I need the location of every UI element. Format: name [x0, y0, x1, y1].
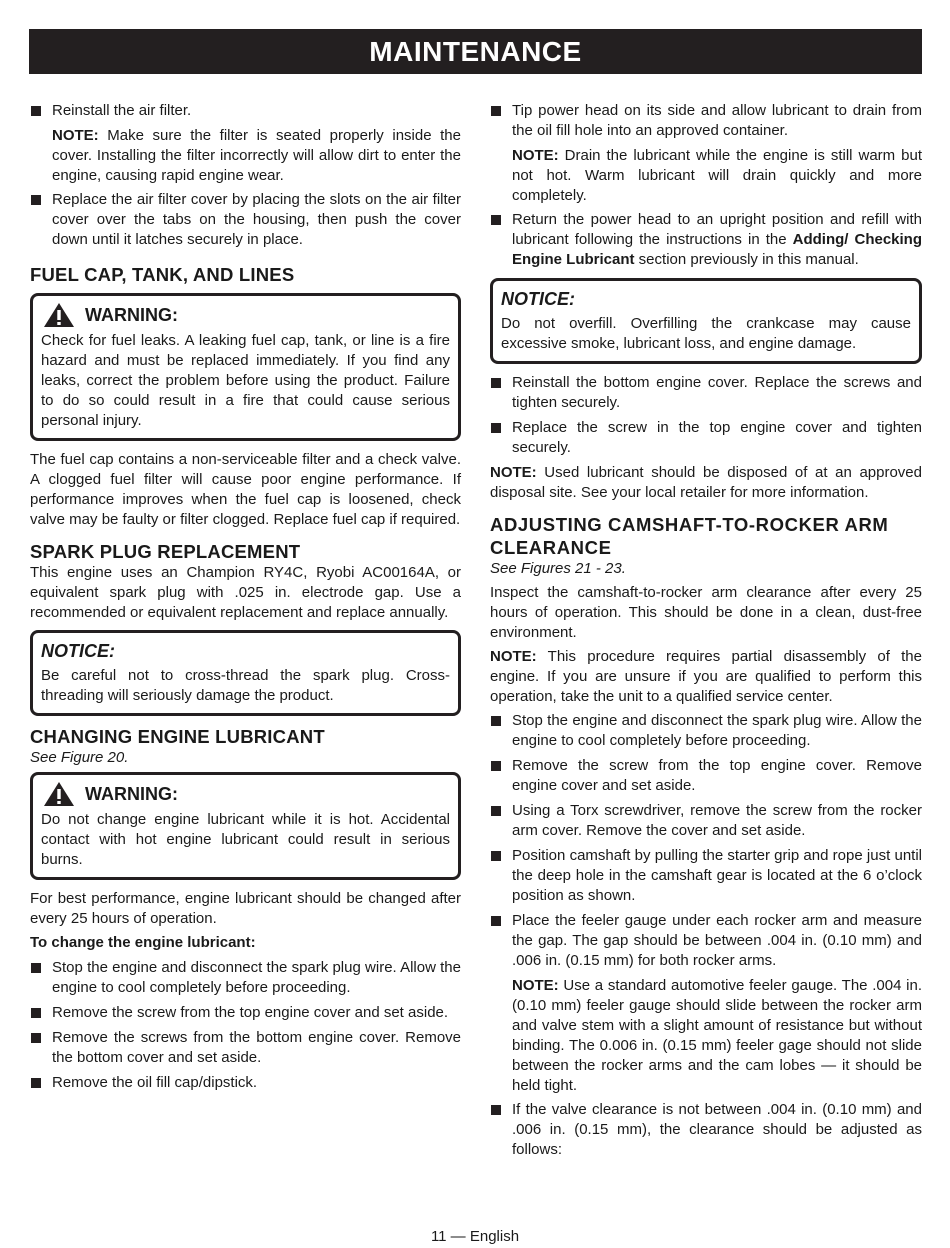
warning-text: Do not change engine lubricant while it is hot. Accidental contact with hot engine lubricant could result in serious burns.	[41, 811, 450, 868]
list-item	[490, 210, 922, 270]
left-column	[30, 101, 461, 1098]
warning-triangle-icon	[43, 302, 75, 328]
notice-box	[490, 278, 922, 364]
warning-title	[41, 302, 450, 328]
list-item: Remove the screw from the top engine cover. Remove engine cover and set aside.	[490, 756, 922, 796]
list-item: Remove the oil fill cap/dipstick.	[30, 1073, 461, 1093]
figure-reference: See Figures 21 - 23.	[490, 560, 626, 577]
note-text: This procedure requires partial disassembly of the engine. If you are unsure if you are qualified to perform this operation, take the unit to a qualified service center.	[490, 648, 922, 705]
notice-text: Be careful not to cross-thread the spark plug. Cross-threading will seriously damage the product.	[41, 667, 450, 704]
section-reference: Adding/ Checking Engine Lubricant	[512, 231, 923, 268]
list-item: Position camshaft by pulling the starter grip and rope just until the deep hole in the camshaft gear is located at the 6 o’clock position as shown.	[490, 846, 922, 906]
note-label: NOTE:	[490, 648, 537, 665]
list-item-text: section previously in this manual.	[634, 251, 859, 268]
note-text: Used lubricant should be disposed of at an approved disposal site. See your local retailer for more information.	[490, 464, 922, 501]
warning-triangle-icon	[43, 781, 75, 807]
note-text: Drain the lubricant while the engine is still warm but not hot. Warm lubricant will drain quickly and more completely.	[512, 147, 922, 204]
note-label: NOTE:	[490, 464, 537, 481]
page-title: MAINTENANCE	[29, 29, 922, 74]
note	[30, 126, 461, 186]
note-label: NOTE:	[512, 147, 559, 164]
list-item: Using a Torx screwdriver, remove the screw from the rocker arm cover. Remove the cover and set aside.	[490, 801, 922, 841]
list-item: Remove the screw from the top engine cover and set aside.	[30, 1003, 461, 1023]
warning-label: WARNING:	[85, 305, 178, 325]
section-heading-camshaft: ADJUSTING CAMSHAFT-TO-ROCKER ARM CLEARANCE	[490, 514, 889, 558]
paragraph: Inspect the camshaft-to-rocker arm clearance after every 25 hours of operation. This should be done in a clean, dust-free environment.	[490, 584, 922, 641]
paragraph: For best performance, engine lubricant should be changed after every 25 hours of operation.	[30, 890, 461, 927]
list-item: Place the feeler gauge under each rocker arm and measure the gap. The gap should be between .004 in. (0.10 mm) and .006 in. (0.15 mm) for both rocker arms.	[490, 911, 922, 971]
warning-box	[30, 293, 461, 441]
section-heading-fuel: FUEL CAP, TANK, AND LINES	[30, 264, 295, 285]
notice-title: NOTICE:	[41, 641, 115, 661]
note	[490, 146, 922, 206]
list-item: Stop the engine and disconnect the spark plug wire. Allow the engine to cool completely before proceeding.	[30, 958, 461, 998]
list-item: Reinstall the bottom engine cover. Replace the screws and tighten securely.	[490, 373, 922, 413]
section-heading-spark: SPARK PLUG REPLACEMENT	[30, 541, 301, 562]
page-footer: 11 — English	[430, 1228, 520, 1245]
notice-box	[30, 630, 461, 716]
note	[490, 647, 922, 707]
warning-title	[41, 781, 450, 807]
paragraph: This engine uses an Champion RY4C, Ryobi AC00164A, or equivalent spark plug with .025 in. electrode gap. Use a recommended or equivalent replacement and replace annually.	[30, 564, 461, 621]
notice-title: NOTICE:	[501, 289, 575, 309]
note-label: NOTE:	[52, 127, 99, 144]
list-item-text: Return the power head to an upright position and refill with lubricant following the instructions in the	[512, 211, 922, 248]
right-column	[490, 101, 922, 1165]
list-item: Remove the screws from the bottom engine cover. Remove the bottom cover and set aside.	[30, 1028, 461, 1068]
warning-text: Check for fuel leaks. A leaking fuel cap, tank, or line is a fire hazard and must be replaced immediately. If you find any leaks, correct the problem before using the product. Failure to do so could result in a fire that could cause serious personal injury.	[41, 332, 450, 429]
warning-label: WARNING:	[85, 784, 178, 804]
list-item: Tip power head on its side and allow lubricant to drain from the oil fill hole into an approved container.	[490, 101, 922, 141]
list-item: Stop the engine and disconnect the spark plug wire. Allow the engine to cool completely before proceeding.	[490, 711, 922, 751]
note-text: Make sure the filter is seated properly inside the cover. Installing the filter incorrectly will allow dirt to enter the engine, causing rapid engine wear.	[52, 127, 461, 184]
list-item: Reinstall the air filter.	[30, 101, 461, 121]
list-item: If the valve clearance is not between .004 in. (0.10 mm) and .006 in. (0.15 mm), the clearance should be adjusted as follows:	[490, 1100, 922, 1160]
paragraph: The fuel cap contains a non-serviceable filter and a check valve. A clogged fuel filter will cause poor engine performance. If performance improves when the fuel cap is loosened, check valve may be faulty or filter clogged. Replace fuel cap if required.	[30, 451, 461, 528]
note-label: NOTE:	[512, 977, 559, 994]
list-item: Replace the air filter cover by placing the slots on the air filter cover over the tabs on the housing, then push the cover down until it latches securely in place.	[30, 190, 461, 250]
figure-reference: See Figure 20.	[30, 749, 129, 766]
warning-box	[30, 772, 461, 880]
notice-text: Do not overfill. Overfilling the crankcase may cause excessive smoke, lubricant loss, and engine damage.	[501, 315, 911, 352]
note-text: Use a standard automotive feeler gauge. The .004 in. (0.10 mm) feeler gauge should slide between the rocker arm and valve stem with a slight amount of resistance but without binding. The 0.006 in. (0.15 mm) feeler gage should not slide between the rocker arms and the cam lobes — it should be held tight.	[512, 977, 922, 1094]
note	[490, 463, 922, 503]
section-heading-lubricant: CHANGING ENGINE LUBRICANT	[30, 726, 325, 747]
list-item: Replace the screw in the top engine cover and tighten securely.	[490, 418, 922, 458]
note	[490, 976, 922, 1096]
steps-label: To change the engine lubricant:	[30, 934, 256, 951]
